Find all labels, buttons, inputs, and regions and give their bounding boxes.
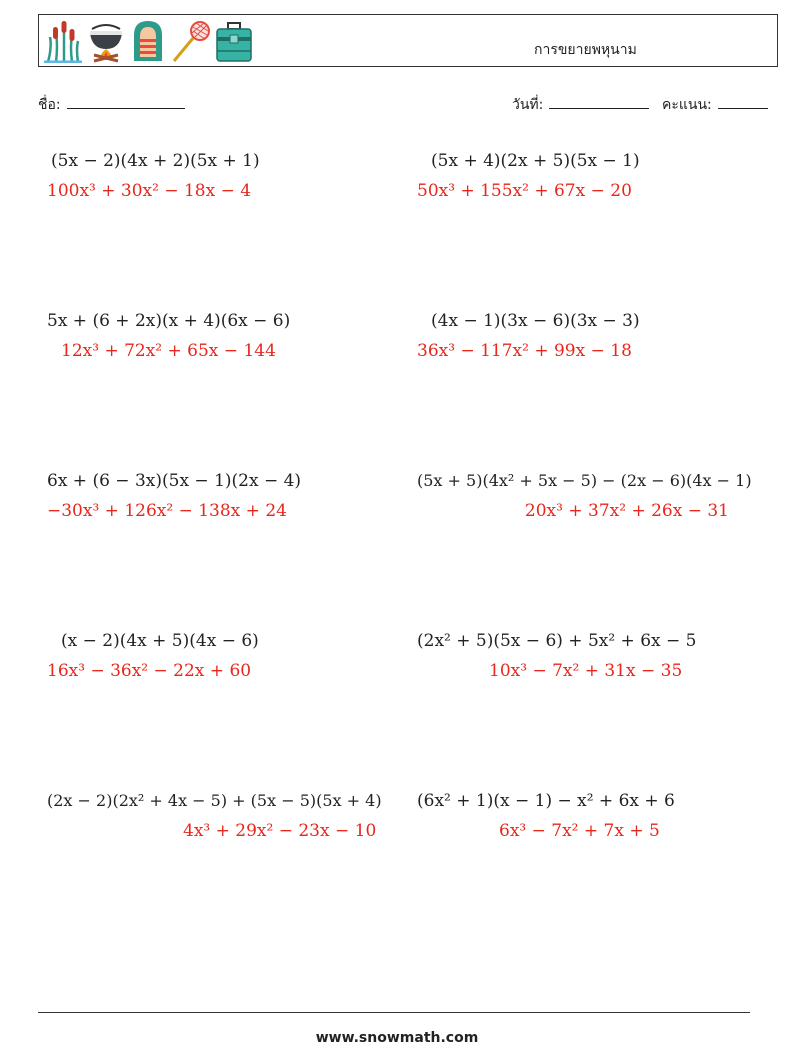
fishing-net-icon: [170, 19, 210, 63]
cattail-icon: [44, 19, 82, 63]
problem-question: (2x² + 5)(5x − 6) + 5x² + 6x − 5: [417, 631, 697, 651]
footer-url[interactable]: www.snowmath.com: [315, 1030, 479, 1046]
footer-divider: [38, 1012, 750, 1013]
problem-item: [47, 466, 387, 526]
date-blank[interactable]: [549, 94, 649, 109]
problem-answer: 6x³ − 7x² + 7x + 5: [499, 821, 660, 841]
problem-question: (4x − 1)(3x − 6)(3x − 3): [431, 311, 640, 331]
campfire-pot-icon: [86, 19, 126, 63]
problem-question: 6x + (6 − 3x)(5x − 1)(2x − 4): [47, 471, 302, 491]
header-box: [38, 14, 778, 67]
problem-question: (x − 2)(4x + 5)(4x − 6): [61, 631, 259, 651]
tackle-box-icon: [214, 19, 254, 63]
problem-answer: 36x³ − 117x² + 99x − 18: [417, 341, 632, 361]
problem-answer: 50x³ + 155x² + 67x − 20: [417, 181, 632, 201]
problem-answer: 100x³ + 30x² − 18x − 4: [47, 181, 252, 201]
date-label: วันที่:: [512, 97, 544, 113]
name-field: [38, 94, 185, 116]
problem-item: [47, 786, 387, 846]
problem-item: [417, 626, 747, 686]
problem-item: [417, 306, 757, 366]
problem-question: (6x² + 1)(x − 1) − x² + 6x + 6: [417, 791, 675, 811]
problem-question: (2x − 2)(2x² + 4x − 5) + (5x − 5)(5x + 4): [47, 791, 382, 810]
problem-item: [47, 146, 387, 206]
problem-answer: 16x³ − 36x² − 22x + 60: [47, 661, 252, 681]
score-blank[interactable]: [718, 94, 768, 109]
problem-answer: −30x³ + 126x² − 138x + 24: [47, 501, 287, 521]
name-blank[interactable]: [67, 94, 185, 109]
problem-item: [47, 306, 387, 366]
problem-answer: 10x³ − 7x² + 31x − 35: [489, 661, 683, 681]
problem-answer: 4x³ + 29x² − 23x − 10: [183, 821, 377, 841]
problem-item: [417, 786, 757, 846]
problem-item: [47, 626, 387, 686]
problem-item: [417, 146, 757, 206]
problem-question: (5x − 2)(4x + 2)(5x + 1): [51, 151, 260, 171]
score-field: [662, 94, 768, 116]
name-label: ชื่อ:: [38, 97, 61, 113]
icon-strip: [44, 19, 254, 63]
score-label: คะแนน:: [662, 97, 712, 113]
problem-question: 5x + (6 + 2x)(x + 4)(6x − 6): [47, 311, 291, 331]
problem-question: (5x + 4)(2x + 5)(5x − 1): [431, 151, 640, 171]
date-field: [512, 94, 649, 116]
problem-item: [417, 466, 752, 526]
page-title: การขยายพหุนาม: [534, 42, 637, 58]
problem-answer: 20x³ + 37x² + 26x − 31: [524, 501, 729, 521]
inflatable-boat-icon: [130, 19, 166, 63]
problem-answer: 12x³ + 72x² + 65x − 144: [61, 341, 276, 361]
problem-question: (5x + 5)(4x² + 5x − 5) − (2x − 6)(4x − 1): [417, 471, 752, 490]
